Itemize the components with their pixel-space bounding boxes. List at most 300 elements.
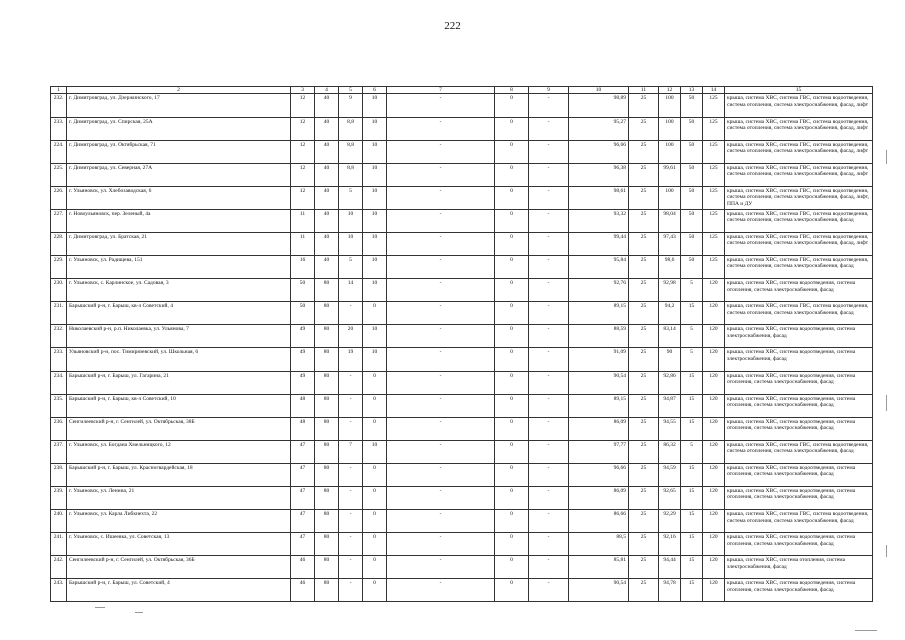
works-cell: крыша, система ХВС, система водоотведения, система отопления, система электроснабжения, фасад bbox=[725, 533, 873, 556]
address-cell: Николаевский р-н, р.п. Николаевка, ул. Ульянова, 7 bbox=[67, 325, 291, 348]
table-cell: 89,15 bbox=[569, 394, 629, 417]
table-cell: 40 bbox=[315, 163, 339, 186]
table-cell: 89,15 bbox=[569, 302, 629, 325]
table-cell: 120 bbox=[703, 463, 725, 486]
table-cell: 92,65 bbox=[659, 487, 681, 510]
works-cell: крыша, система ХВС, система ГВС, система водоотведения, система отопления, система электроснабжения, фасад, лифт bbox=[725, 163, 873, 186]
address-cell: Барышский р-н, г. Барыш, кв-л Советский, 10 bbox=[67, 394, 291, 417]
table-cell: 233. bbox=[51, 117, 67, 140]
table-cell: 40 bbox=[315, 209, 339, 232]
works-cell: крыша, система ХВС, система водоотведения, система отопления, система электроснабжения, фасад bbox=[725, 463, 873, 486]
table-cell: 47 bbox=[291, 440, 315, 463]
works-cell: крыша, система ХВС, система водоотведения, система электроснабжения, фасад bbox=[725, 325, 873, 348]
scan-mark bbox=[855, 630, 877, 631]
table-cell: 15 bbox=[681, 510, 703, 533]
table-cell: - bbox=[529, 348, 569, 371]
table-row bbox=[51, 556, 873, 579]
table-cell: 25 bbox=[629, 348, 659, 371]
column-number-cell: 5 bbox=[339, 87, 363, 94]
table-row bbox=[51, 348, 873, 371]
table-cell: 0 bbox=[495, 348, 529, 371]
table-cell: 25 bbox=[629, 94, 659, 117]
table-cell: 120 bbox=[703, 371, 725, 394]
table-row bbox=[51, 232, 873, 255]
table-cell: - bbox=[387, 556, 495, 579]
table-cell: 0 bbox=[495, 117, 529, 140]
address-cell: Барышский р-н, г. Барыш, кв-л Советский, 4 bbox=[67, 302, 291, 325]
table-cell: 15 bbox=[681, 487, 703, 510]
table-cell: 94,87 bbox=[659, 394, 681, 417]
table-cell: 125 bbox=[703, 140, 725, 163]
table-cell: 0 bbox=[495, 232, 529, 255]
column-number-cell: 3 bbox=[291, 87, 315, 94]
works-cell: крыша, система ХВС, система ГВС, система водоотведения, система отопления, система электроснабжения, фасад, лифт bbox=[725, 94, 873, 117]
table-cell: - bbox=[387, 417, 495, 440]
table-cell: 15 bbox=[681, 463, 703, 486]
table-cell: 86,09 bbox=[569, 487, 629, 510]
address-cell: Барышский р-н, г. Барыш, ул. Гагарина, 21 bbox=[67, 371, 291, 394]
table-cell: - bbox=[387, 256, 495, 279]
table-cell: 100 bbox=[659, 117, 681, 140]
table-cell: 0 bbox=[363, 394, 387, 417]
column-number-cell: 4 bbox=[315, 87, 339, 94]
table-cell: - bbox=[529, 94, 569, 117]
table-cell: 0 bbox=[495, 394, 529, 417]
table-cell: 0 bbox=[495, 533, 529, 556]
table-cell: - bbox=[387, 440, 495, 463]
table-cell: 90,54 bbox=[569, 579, 629, 602]
table-cell: 9 bbox=[339, 94, 363, 117]
address-cell: г. Димитровград, ул. Дзержинского, 17 bbox=[67, 94, 291, 117]
table-cell: 120 bbox=[703, 325, 725, 348]
table-cell: - bbox=[529, 279, 569, 302]
table-cell: 91,09 bbox=[569, 348, 629, 371]
table-cell: - bbox=[339, 579, 363, 602]
table-cell: 5 bbox=[681, 348, 703, 371]
table-cell: 25 bbox=[629, 440, 659, 463]
table-cell: - bbox=[387, 394, 495, 417]
table-cell: 120 bbox=[703, 556, 725, 579]
table-cell: 0 bbox=[495, 556, 529, 579]
table-cell: 10 bbox=[363, 348, 387, 371]
table-cell: 120 bbox=[703, 417, 725, 440]
table-row bbox=[51, 440, 873, 463]
table-cell: 92,98 bbox=[659, 279, 681, 302]
table-row bbox=[51, 140, 873, 163]
table-cell: 120 bbox=[703, 579, 725, 602]
table-cell: 0 bbox=[363, 487, 387, 510]
table-row bbox=[51, 579, 873, 602]
table-cell: 10 bbox=[363, 140, 387, 163]
column-number-cell: 11 bbox=[629, 87, 659, 94]
table-cell: - bbox=[339, 487, 363, 510]
address-cell: Сенгилеевский р-н, г. Сенгилей, ул. Октябрьская, 38Б bbox=[67, 417, 291, 440]
column-number-cell: 8 bbox=[495, 87, 529, 94]
table-cell: - bbox=[387, 487, 495, 510]
table-cell: 20 bbox=[339, 325, 363, 348]
table-cell: 10 bbox=[363, 117, 387, 140]
table-row bbox=[51, 417, 873, 440]
table-cell: 125 bbox=[703, 117, 725, 140]
table-cell: 96,66 bbox=[569, 463, 629, 486]
table-cell: 80 bbox=[315, 440, 339, 463]
table-cell: - bbox=[339, 463, 363, 486]
table-cell: 86,66 bbox=[569, 510, 629, 533]
table-cell: 25 bbox=[629, 533, 659, 556]
table-cell: 11 bbox=[291, 232, 315, 255]
table-cell: 125 bbox=[703, 209, 725, 232]
table-cell: 90 bbox=[659, 348, 681, 371]
table-cell: - bbox=[339, 510, 363, 533]
table-cell: 80 bbox=[315, 394, 339, 417]
table-cell: 10 bbox=[363, 279, 387, 302]
column-number-cell: 15 bbox=[725, 87, 873, 94]
works-cell: крыша, система ХВС, система ГВС, система водоотведения, система отопления, система электроснабжения, фасад bbox=[725, 209, 873, 232]
table-cell: 98,61 bbox=[569, 186, 629, 209]
table-cell: 243. bbox=[51, 579, 67, 602]
table-cell: 80 bbox=[315, 579, 339, 602]
table-cell: 25 bbox=[629, 417, 659, 440]
table-cell: 0 bbox=[363, 510, 387, 533]
table-cell: - bbox=[387, 140, 495, 163]
table-cell: 5 bbox=[339, 256, 363, 279]
table-cell: 100 bbox=[659, 140, 681, 163]
table-cell: 80 bbox=[315, 556, 339, 579]
table-cell: - bbox=[529, 325, 569, 348]
table-cell: 47 bbox=[291, 533, 315, 556]
table-cell: 120 bbox=[703, 394, 725, 417]
table-cell: 49 bbox=[291, 325, 315, 348]
works-cell: крыша, система ХВС, система ГВС, система водоотведения, система отопления, система электроснабжения, фасад bbox=[725, 302, 873, 325]
table-cell: - bbox=[387, 209, 495, 232]
table-cell: 15 bbox=[681, 394, 703, 417]
table-cell: 15 bbox=[681, 417, 703, 440]
table-cell: 47 bbox=[291, 487, 315, 510]
table-cell: 12 bbox=[291, 94, 315, 117]
table-cell: 98,89 bbox=[569, 94, 629, 117]
table-cell: 125 bbox=[703, 256, 725, 279]
table-cell: 0 bbox=[495, 371, 529, 394]
table-cell: 50 bbox=[291, 279, 315, 302]
table-cell: - bbox=[529, 394, 569, 417]
table-cell: 229. bbox=[51, 256, 67, 279]
address-cell: г. Ульяновск, ул. Ленина, 21 bbox=[67, 487, 291, 510]
table-cell: 0 bbox=[363, 579, 387, 602]
table-cell: 12 bbox=[291, 186, 315, 209]
table-cell: 25 bbox=[629, 256, 659, 279]
table-cell: 95,84 bbox=[569, 256, 629, 279]
table-cell: 94,78 bbox=[659, 579, 681, 602]
address-cell: Ульяновский р-н, пос. Тимирязевский, ул. Школьная, 6 bbox=[67, 348, 291, 371]
table-cell: 125 bbox=[703, 232, 725, 255]
table-cell: - bbox=[387, 510, 495, 533]
table-cell: 8,8 bbox=[339, 140, 363, 163]
table-cell: 125 bbox=[703, 163, 725, 186]
table-cell: 10 bbox=[363, 209, 387, 232]
address-cell: г. Новоульяновск, пер. Зеленый, 4а bbox=[67, 209, 291, 232]
table-cell: 92,29 bbox=[659, 510, 681, 533]
works-cell: крыша, система ХВС, система ГВС, система водоотведения, система отопления, система электроснабжения, фасад bbox=[725, 256, 873, 279]
table-cell: 25 bbox=[629, 279, 659, 302]
table-cell: 25 bbox=[629, 394, 659, 417]
table-cell: 25 bbox=[629, 186, 659, 209]
column-number-cell: 9 bbox=[529, 87, 569, 94]
table-cell: 49 bbox=[291, 348, 315, 371]
works-cell: крыша, система ХВС, система ГВС, система водоотведения, система отопления, система электроснабжения, фасад, лифт, ППА и ДУ bbox=[725, 186, 873, 209]
table-cell: 94,44 bbox=[659, 556, 681, 579]
table-cell: 0 bbox=[495, 325, 529, 348]
table-cell: 25 bbox=[629, 463, 659, 486]
table-cell: 235. bbox=[51, 394, 67, 417]
table-cell: - bbox=[529, 556, 569, 579]
table-cell: 25 bbox=[629, 140, 659, 163]
column-number-cell: 10 bbox=[569, 87, 629, 94]
table-cell: - bbox=[529, 510, 569, 533]
table-cell: 80 bbox=[315, 533, 339, 556]
table-cell: - bbox=[387, 348, 495, 371]
page-number: 222 bbox=[444, 20, 461, 32]
table-cell: 10 bbox=[363, 232, 387, 255]
table-cell: 80 bbox=[315, 325, 339, 348]
table-cell: 40 bbox=[315, 232, 339, 255]
table-cell: - bbox=[529, 209, 569, 232]
table-cell: 0 bbox=[495, 256, 529, 279]
table-cell: - bbox=[529, 186, 569, 209]
column-number-cell: 12 bbox=[659, 87, 681, 94]
table-row bbox=[51, 94, 873, 117]
address-cell: г. Димитровград, ул. Северная, 27А bbox=[67, 163, 291, 186]
table-cell: 10 bbox=[363, 440, 387, 463]
address-cell: Сенгилеевский р-н, г. Сенгилей, ул. Октябрьская, 36Б bbox=[67, 556, 291, 579]
table-row bbox=[51, 186, 873, 209]
table-cell: 80 bbox=[315, 417, 339, 440]
table-cell: 95,27 bbox=[569, 117, 629, 140]
table-cell: - bbox=[339, 302, 363, 325]
table-cell: - bbox=[387, 371, 495, 394]
table-cell: 15 bbox=[681, 556, 703, 579]
table-cell: 25 bbox=[629, 163, 659, 186]
table-cell: 40 bbox=[315, 140, 339, 163]
table-cell: - bbox=[387, 579, 495, 602]
table-cell: 230. bbox=[51, 279, 67, 302]
table-row bbox=[51, 510, 873, 533]
table-cell: - bbox=[529, 232, 569, 255]
address-cell: г. Ульяновск, ул. Радищева, 151 bbox=[67, 256, 291, 279]
table-cell: 99,61 bbox=[659, 163, 681, 186]
table-row bbox=[51, 533, 873, 556]
table-row bbox=[51, 325, 873, 348]
table-cell: 93,32 bbox=[569, 209, 629, 232]
table-row bbox=[51, 394, 873, 417]
table-row bbox=[51, 463, 873, 486]
table-cell: 94,59 bbox=[659, 463, 681, 486]
table-cell: 50 bbox=[681, 163, 703, 186]
table-cell: 47 bbox=[291, 463, 315, 486]
table-cell: 232. bbox=[51, 325, 67, 348]
table-cell: 15 bbox=[681, 302, 703, 325]
table-cell: - bbox=[529, 163, 569, 186]
table-cell: 0 bbox=[495, 417, 529, 440]
table-cell: 120 bbox=[703, 487, 725, 510]
table-cell: 25 bbox=[629, 510, 659, 533]
table-row bbox=[51, 371, 873, 394]
table-cell: 120 bbox=[703, 533, 725, 556]
table-cell: 240. bbox=[51, 510, 67, 533]
column-number-cell: 2 bbox=[67, 87, 291, 94]
table-cell: 0 bbox=[495, 463, 529, 486]
table-cell: 0 bbox=[495, 186, 529, 209]
table-cell: 0 bbox=[495, 209, 529, 232]
table-cell: 80 bbox=[315, 510, 339, 533]
table-cell: 239. bbox=[51, 487, 67, 510]
table-cell: - bbox=[529, 256, 569, 279]
table-cell: 7 bbox=[339, 440, 363, 463]
works-cell: крыша, система ХВС, система отопления, система электроснабжения, фасад bbox=[725, 556, 873, 579]
capital-repair-table bbox=[50, 86, 873, 602]
table-cell: 8,8 bbox=[339, 163, 363, 186]
table-cell: 228. bbox=[51, 232, 67, 255]
table-cell: 10 bbox=[339, 209, 363, 232]
table-cell: 48 bbox=[291, 394, 315, 417]
works-cell: крыша, система ХВС, система водоотведения, система отопления, система электроснабжения, фасад bbox=[725, 279, 873, 302]
table-cell: - bbox=[387, 279, 495, 302]
table-cell: 85,81 bbox=[569, 556, 629, 579]
address-cell: г. Димитровград, ул. Спирская, 25А bbox=[67, 117, 291, 140]
table-cell: 10 bbox=[339, 232, 363, 255]
table-cell: 25 bbox=[629, 232, 659, 255]
works-cell: крыша, система ХВС, система ГВС, система водоотведения, система отопления, система электроснабжения, фасад, лифт bbox=[725, 140, 873, 163]
column-number-cell: 1 bbox=[51, 87, 67, 94]
table-cell: 0 bbox=[363, 533, 387, 556]
table-cell: 40 bbox=[315, 94, 339, 117]
table-cell: 232. bbox=[51, 94, 67, 117]
table-cell: 226. bbox=[51, 186, 67, 209]
table-cell: 46 bbox=[291, 579, 315, 602]
table-cell: 120 bbox=[703, 302, 725, 325]
address-cell: г. Ульяновск, с. Карлинское, ул. Садовая, 3 bbox=[67, 279, 291, 302]
address-cell: г. Ульяновск, с. Ишеевка, ул. Советская, 13 bbox=[67, 533, 291, 556]
table-cell: 48 bbox=[291, 417, 315, 440]
table-cell: 80 bbox=[315, 371, 339, 394]
table-cell: 12 bbox=[291, 163, 315, 186]
table-cell: 236. bbox=[51, 417, 67, 440]
works-cell: крыша, система ХВС, система водоотведения, система электроснабжения, фасад bbox=[725, 348, 873, 371]
table-cell: 50 bbox=[681, 140, 703, 163]
table-cell: - bbox=[339, 371, 363, 394]
column-number-cell: 7 bbox=[387, 87, 495, 94]
table-cell: 97,77 bbox=[569, 440, 629, 463]
table-cell: 11 bbox=[291, 209, 315, 232]
table-cell: 0 bbox=[363, 463, 387, 486]
table-cell: 120 bbox=[703, 440, 725, 463]
table-cell: 92,86 bbox=[659, 371, 681, 394]
table-cell: 25 bbox=[629, 117, 659, 140]
column-number-cell: 14 bbox=[703, 87, 725, 94]
table-cell: 98,6 bbox=[659, 256, 681, 279]
table-cell: 88,59 bbox=[569, 325, 629, 348]
table-cell: 0 bbox=[495, 440, 529, 463]
table-cell: 96,38 bbox=[569, 163, 629, 186]
works-cell: крыша, система ХВС, система водоотведения, система отопления, система электроснабжения, фасад bbox=[725, 371, 873, 394]
works-cell: крыша, система ХВС, система водоотведения, система отопления, система электроснабжения, фасад bbox=[725, 487, 873, 510]
table-cell: 100 bbox=[659, 186, 681, 209]
table-cell: 47 bbox=[291, 510, 315, 533]
table-cell: - bbox=[529, 440, 569, 463]
table-cell: 15 bbox=[681, 579, 703, 602]
table-cell: 233. bbox=[51, 348, 67, 371]
table-cell: - bbox=[339, 417, 363, 440]
works-cell: крыша, система ХВС, система ГВС, система водоотведения, система отопления, система электроснабжения, фасад bbox=[725, 440, 873, 463]
table-cell: - bbox=[339, 394, 363, 417]
table-cell: 50 bbox=[681, 209, 703, 232]
table-cell: 5 bbox=[681, 325, 703, 348]
works-cell: крыша, система ХВС, система водоотведения, система отопления, система электроснабжения, фасад bbox=[725, 579, 873, 602]
table-cell: - bbox=[387, 302, 495, 325]
table-cell: 238. bbox=[51, 463, 67, 486]
table-row bbox=[51, 302, 873, 325]
table-cell: 40 bbox=[315, 256, 339, 279]
table-cell: 98,04 bbox=[659, 209, 681, 232]
table-cell: 92,16 bbox=[659, 533, 681, 556]
column-number-cell: 13 bbox=[681, 87, 703, 94]
table-cell: 0 bbox=[495, 302, 529, 325]
address-cell: г. Ульяновск, ул. Хлебозаводская, 6 bbox=[67, 186, 291, 209]
works-cell: крыша, система ХВС, система ГВС, система водоотведения, система отопления, система электроснабжения, фасад, лифт bbox=[725, 232, 873, 255]
table-cell: - bbox=[387, 232, 495, 255]
table-cell: 242. bbox=[51, 556, 67, 579]
table-cell: 14 bbox=[339, 279, 363, 302]
table-cell: 10 bbox=[363, 186, 387, 209]
table-cell: 86,32 bbox=[659, 440, 681, 463]
works-cell: крыша, система ХВС, система ГВС, система водоотведения, система отопления, система электроснабжения, фасад bbox=[725, 510, 873, 533]
table-cell: 25 bbox=[629, 487, 659, 510]
column-number-cell: 6 bbox=[363, 87, 387, 94]
table-row bbox=[51, 117, 873, 140]
table-cell: - bbox=[529, 302, 569, 325]
table-cell: - bbox=[529, 117, 569, 140]
scan-mark bbox=[95, 607, 105, 608]
table-cell: 80 bbox=[315, 487, 339, 510]
table-cell: 25 bbox=[629, 371, 659, 394]
table-cell: 0 bbox=[495, 163, 529, 186]
table-cell: - bbox=[529, 487, 569, 510]
table-cell: - bbox=[387, 463, 495, 486]
table-cell: 19 bbox=[339, 348, 363, 371]
table-cell: 49 bbox=[291, 371, 315, 394]
table-cell: - bbox=[387, 186, 495, 209]
works-cell: крыша, система ХВС, система водоотведения, система отопления, система электроснабжения, фасад bbox=[725, 394, 873, 417]
table-cell: 0 bbox=[495, 579, 529, 602]
address-cell: г. Ульяновск, ул. Богдана Хмельницкого, 12 bbox=[67, 440, 291, 463]
table-cell: 88,5 bbox=[569, 533, 629, 556]
address-cell: г. Димитровград, ул. Братская, 21 bbox=[67, 232, 291, 255]
table-cell: 5 bbox=[681, 440, 703, 463]
table-cell: 225. bbox=[51, 163, 67, 186]
table-cell: - bbox=[529, 371, 569, 394]
table-cell: 40 bbox=[315, 117, 339, 140]
table-cell: 241. bbox=[51, 533, 67, 556]
table-cell: 80 bbox=[315, 348, 339, 371]
table-cell: 8,8 bbox=[339, 117, 363, 140]
table-cell: 125 bbox=[703, 186, 725, 209]
table-cell: 0 bbox=[495, 487, 529, 510]
table-cell: 125 bbox=[703, 94, 725, 117]
table-cell: 237. bbox=[51, 440, 67, 463]
table-cell: 25 bbox=[629, 556, 659, 579]
table-cell: 80 bbox=[315, 463, 339, 486]
table-cell: 40 bbox=[315, 186, 339, 209]
table-cell: - bbox=[529, 533, 569, 556]
